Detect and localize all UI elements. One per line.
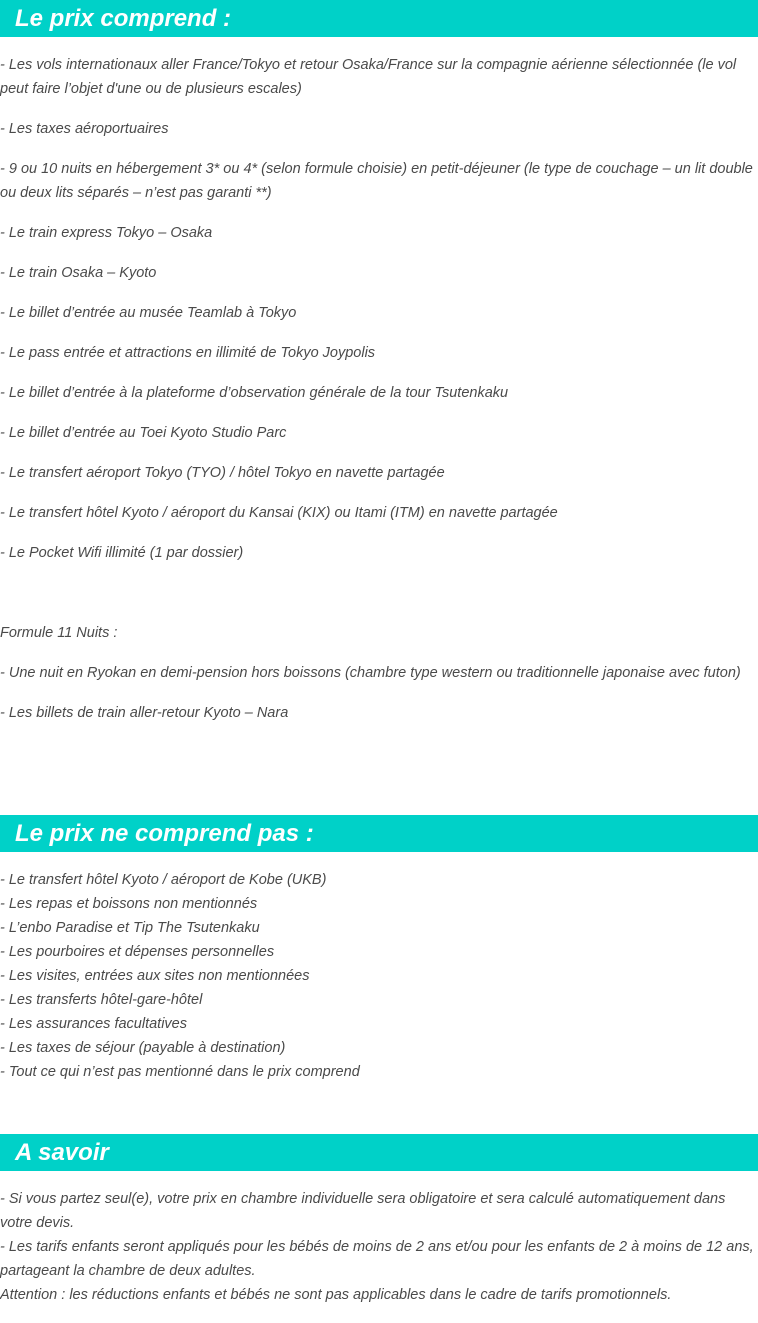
good-to-know-list [0, 1187, 758, 1307]
list-item: - Les taxes de séjour (payable à destination) [0, 1040, 286, 1056]
list-item: - Le transfert hôtel Kyoto / aéroport du Kansai (KIX) ou Itami (ITM) en navette partagée [0, 505, 558, 521]
good-to-know-header [0, 1134, 758, 1171]
list-item: - Les visites, entrées aux sites non mentionnées [0, 968, 310, 984]
list-item: - Les tarifs enfants seront appliqués pour les bébés de moins de 2 ans et/ou pour les enfants de 2 à moins de 12 ans, partageant la chambre de deux adultes. [0, 1239, 754, 1279]
list-item: - Les pourboires et dépenses personnelles [0, 944, 275, 960]
list-item: - L’enbo Paradise et Tip The Tsutenkaku [0, 920, 260, 936]
list-item: - Le train Osaka – Kyoto [0, 265, 157, 281]
list-item: - Le pass entrée et attractions en illimité de Tokyo Joypolis [0, 345, 376, 361]
list-item: - Les taxes aéroportuaires [0, 121, 169, 137]
list-item: - Si vous partez seul(e), votre prix en chambre individuelle sera obligatoire et sera calculé automatiquement dans votre devis. [0, 1191, 726, 1231]
list-item: - 9 ou 10 nuits en hébergement 3* ou 4* (selon formule choisie) en petit-déjeuner (le type de couchage – un lit double ou deux lits séparés – n’est pas garanti **) [0, 161, 753, 201]
formula-block [0, 621, 758, 741]
list-item: - Le billet d’entrée au musée Teamlab à Tokyo [0, 305, 297, 321]
list-item: - Les assurances facultatives [0, 1016, 187, 1032]
list-item: - Les repas et boissons non mentionnés [0, 896, 258, 912]
excluded-title: Le prix ne comprend pas : [15, 820, 314, 847]
good-to-know-title: A savoir [15, 1139, 109, 1166]
excluded-list [0, 868, 758, 1084]
list-item: - Les billets de train aller-retour Kyoto – Nara [0, 705, 289, 721]
included-list [0, 53, 758, 581]
list-item: - Le transfert hôtel Kyoto / aéroport de Kobe (UKB) [0, 872, 327, 888]
list-item: - Les vols internationaux aller France/Tokyo et retour Osaka/France sur la compagnie aérienne sélectionnée (le vol peut faire l’objet d'une ou de plusieurs escales) [0, 57, 737, 97]
excluded-header [0, 815, 758, 852]
list-item: - Tout ce qui n’est pas mentionné dans le prix comprend [0, 1064, 360, 1080]
list-item: - Le Pocket Wifi illimité (1 par dossier) [0, 545, 244, 561]
list-item: - Le billet d’entrée au Toei Kyoto Studio Parc [0, 425, 287, 441]
list-item: - Une nuit en Ryokan en demi-pension hors boissons (chambre type western ou traditionnelle japonaise avec futon) [0, 665, 741, 681]
included-title: Le prix comprend : [15, 5, 232, 32]
list-item: - Le train express Tokyo – Osaka [0, 225, 213, 241]
list-item: Attention : les réductions enfants et bébés ne sont pas applicables dans le cadre de tarifs promotionnels. [0, 1287, 672, 1303]
included-header [0, 0, 758, 37]
list-item: - Le transfert aéroport Tokyo (TYO) / hôtel Tokyo en navette partagée [0, 465, 445, 481]
list-item: - Le billet d’entrée à la plateforme d’observation générale de la tour Tsutenkaku [0, 385, 509, 401]
list-item: - Les transferts hôtel-gare-hôtel [0, 992, 203, 1008]
formula-title: Formule 11 Nuits : [0, 625, 118, 641]
